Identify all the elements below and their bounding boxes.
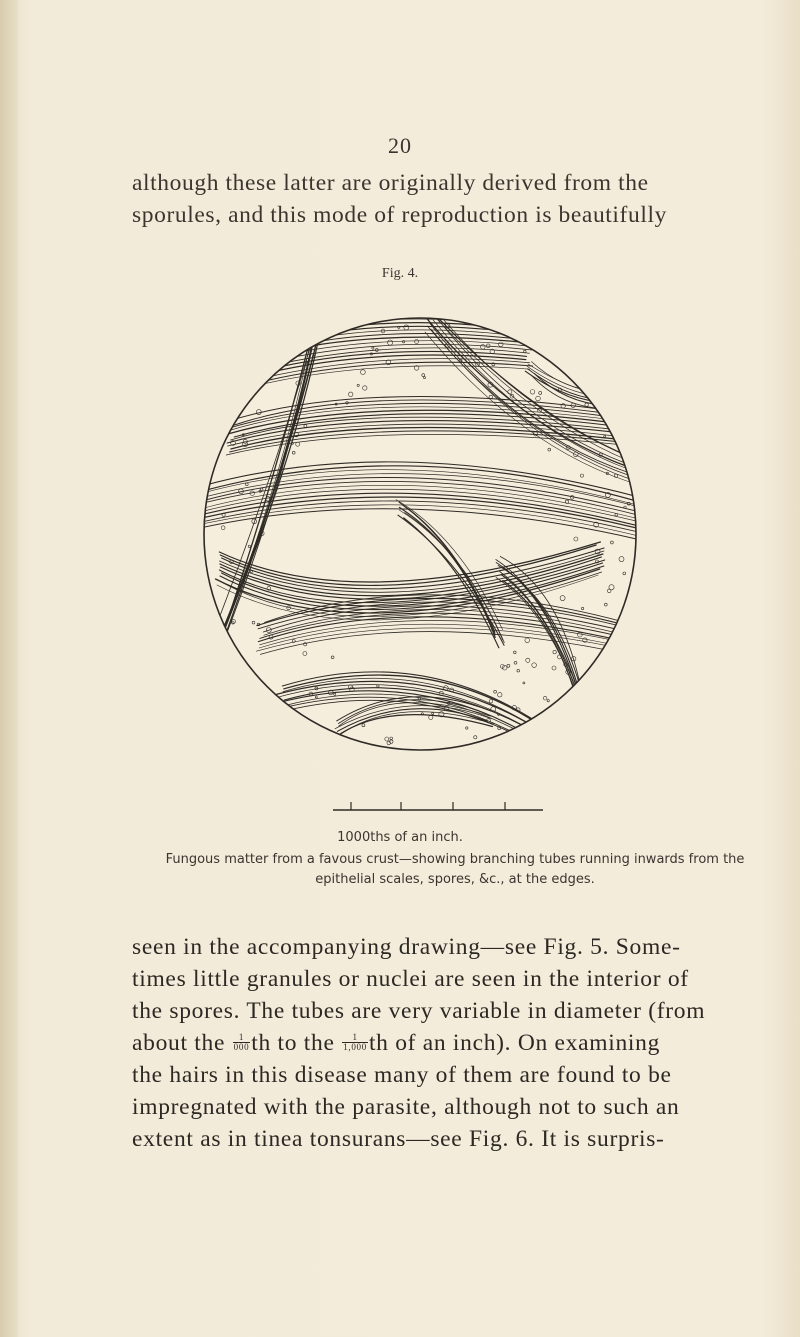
- body-line-4-end: th of an inch). On examining: [368, 1030, 661, 1056]
- body-line-5: the hairs in this disease many of them are found to be: [132, 1062, 672, 1088]
- fraction-2: [342, 1033, 368, 1052]
- figure-caption: [130, 850, 780, 890]
- fraction-2-numerator: 1: [342, 1033, 368, 1043]
- body-line-7: extent as in tinea tonsurans—see Fig. 6. It is surpris-: [132, 1126, 665, 1152]
- body-line-1: seen in the accompanying drawing—see Fig. 5. Some-: [132, 934, 681, 960]
- fraction-1-denominator: 000: [233, 1042, 250, 1053]
- body-line-4-start: about the: [132, 1030, 232, 1056]
- intro-line-2: sporules, and this mode of reproduction is beautifully: [132, 202, 667, 228]
- scale-bar: [333, 790, 543, 812]
- intro-line-1: although these latter are originally derived from the: [132, 170, 649, 196]
- body-line-3: the spores. The tubes are very variable in diameter (from: [132, 998, 706, 1024]
- fraction-1: [233, 1033, 251, 1052]
- page-number: 20: [388, 133, 412, 158]
- fraction-2-denominator: 1,000: [343, 1042, 367, 1053]
- figure-label: Fig. 4.: [381, 266, 419, 281]
- body-line-4: [132, 1030, 792, 1057]
- caption-line-2: epithelial scales, spores, &c., at the edges.: [315, 872, 595, 887]
- body-line-6: impregnated with the parasite, although not to such an: [132, 1094, 680, 1120]
- body-line-4-middle: th to the: [251, 1030, 342, 1056]
- microscope-illustration: [200, 310, 640, 758]
- scale-label: 1000ths of an inch.: [337, 830, 463, 845]
- binding-shadow: [0, 0, 18, 1337]
- caption-line-1: Fungous matter from a favous crust—showing branching tubes running inwards from the: [165, 852, 745, 867]
- body-line-2: times little granules or nuclei are seen in the interior of: [132, 966, 689, 992]
- fraction-1-numerator: 1: [233, 1033, 251, 1043]
